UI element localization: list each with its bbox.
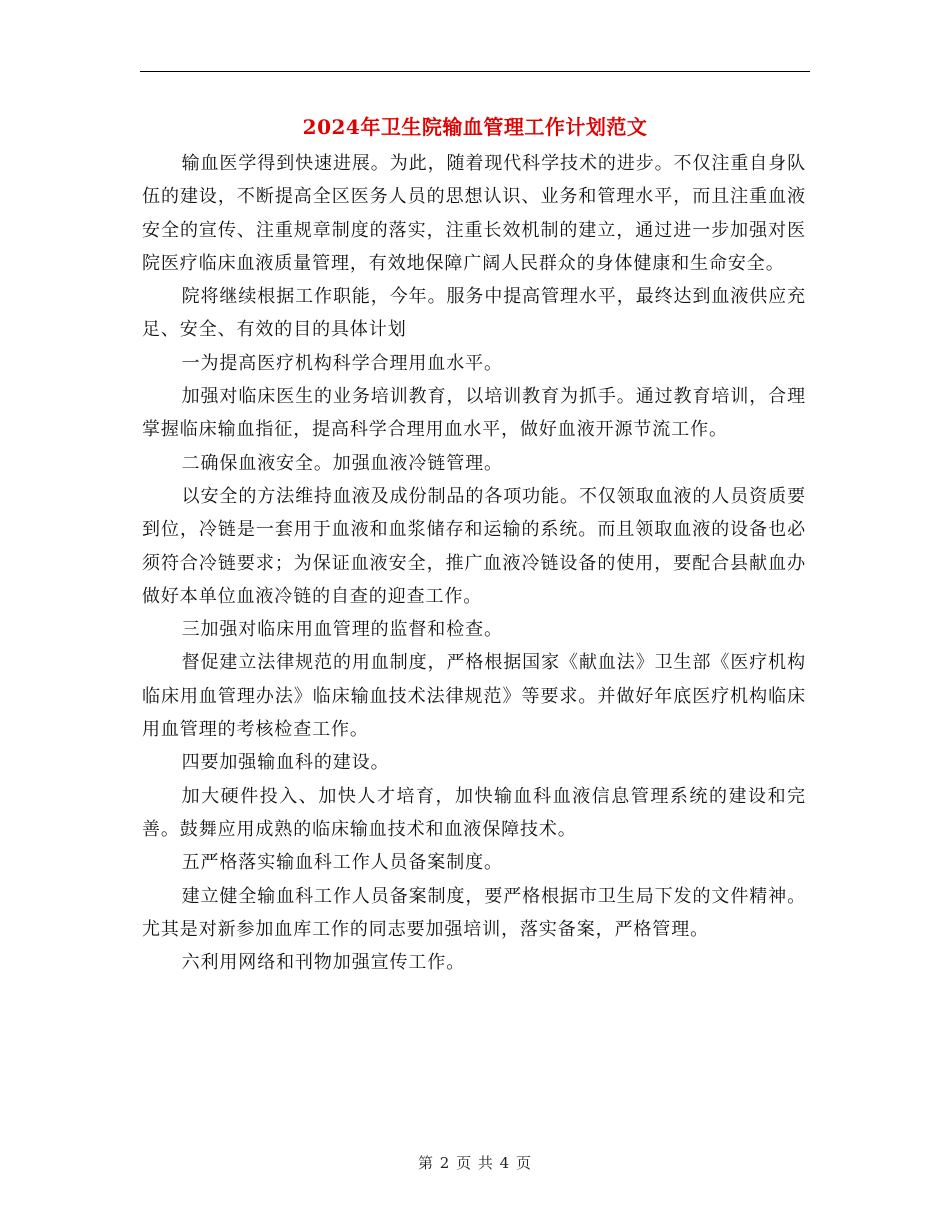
paragraph: 以安全的方法维持血液及成份制品的各项功能。不仅领取血液的人员资质要到位，冷链是一套用于血液和血浆储存和运输的系统。而且领取血液的设备也必须符合冷链要求；为保证血液安全，推广血液冷链设备的使用，要配合县献血办做好本单位血液冷链的自查的迎查工作。 (142, 485, 806, 607)
section-heading: 二确保血液安全。加强血液冷链管理。 (181, 452, 503, 474)
header-rule (140, 71, 810, 72)
document-title: 2024年卫生院输血管理工作计划范文 (302, 115, 648, 139)
paragraph: 输血医学得到快速进展。为此，随着现代科学技术的进步。不仅注重自身队伍的建设，不断提高全区医务人员的思想认识、业务和管理水平，而且注重血液安全的宣传、注重规章制度的落实，注重长效机制的建立，通过进一步加强对医院医疗临床血液质量管理，有效地保障广阔人民群众的身体健康和生命安全。 (142, 153, 806, 274)
section-heading: 六利用网络和刊物加强宣传工作。 (181, 952, 466, 974)
paragraph: 加大硬件投入、加快人才培育，加快输血科血液信息管理系统的建设和完善。鼓舞应用成熟的临床输血技术和血液保障技术。 (142, 785, 806, 840)
section-heading: 一为提高医疗机构科学合理用血水平。 (181, 352, 503, 374)
page-number-footer: 第 2 页 共 4 页 (418, 1154, 532, 1172)
paragraph: 建立健全输血科工作人员备案制度，要严格根据市卫生局下发的文件精神。尤其是对新参加血库工作的同志要加强培训，落实备案，严格管理。 (142, 885, 806, 940)
section-heading: 五严格落实输血科工作人员备案制度。 (181, 852, 503, 874)
section-heading: 四要加强输血科的建设。 (181, 752, 390, 774)
section-heading: 三加强对临床用血管理的监督和检查。 (181, 619, 503, 641)
paragraph: 加强对临床医生的业务培训教育，以培训教育为抓手。通过教育培训，合理掌握临床输血指征，提高科学合理用血水平，做好血液开源节流工作。 (142, 386, 806, 441)
paragraph: 院将继续根据工作职能，今年。服务中提高管理水平，最终达到血液供应充足、安全、有效的目的具体计划 (142, 286, 806, 341)
paragraph: 督促建立法律规范的用血制度，严格根据国家《献血法》卫生部《医疗机构临床用血管理办法》临床输血技术法律规范》等要求。并做好年底医疗机构临床用血管理的考核检查工作。 (142, 652, 806, 741)
document-body (142, 147, 806, 979)
